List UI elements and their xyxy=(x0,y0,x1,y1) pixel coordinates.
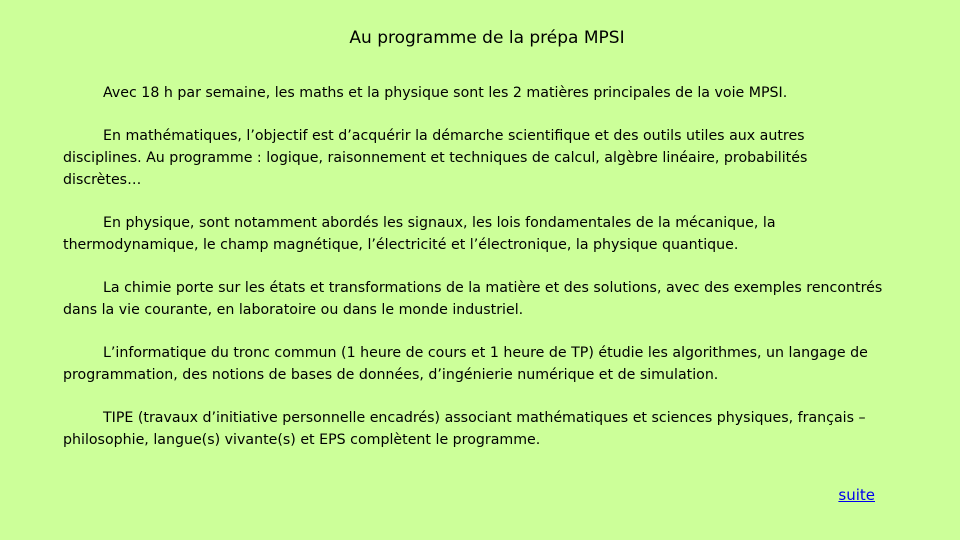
next-link[interactable]: suite xyxy=(838,486,875,504)
page-title: Au programme de la prépa MPSI xyxy=(349,28,625,48)
paragraph-chemistry: La chimie porte sur les états et transformations de la matière et des solutions, avec des exemples rencontrés dans la vie courante, en laboratoire ou dans le monde industriel. xyxy=(63,280,883,318)
body-text xyxy=(63,82,883,451)
paragraph-tipe: TIPE (travaux d’initiative personnelle encadrés) associant mathématiques et sciences physiques, français – philosophie, langue(s) vivante(s) et EPS complètent le programme. xyxy=(63,410,866,448)
paragraph-maths: En mathématiques, l’objectif est d’acquérir la démarche scientifique et des outils utiles aux autres disciplines. Au programme : logique, raisonnement et techniques de calcul, algèbre linéaire, probabilités discrètes… xyxy=(63,128,808,188)
paragraph-computing: L’informatique du tronc commun (1 heure de cours et 1 heure de TP) étudie les algorithmes, un langage de programmation, des notions de bases de données, d’ingénierie numérique et de simulation. xyxy=(63,345,868,383)
paragraph-physics: En physique, sont notamment abordés les signaux, les lois fondamentales de la mécanique, la thermodynamique, le champ magnétique, l’électricité et l’électronique, la physique quantique. xyxy=(63,215,776,253)
paragraph-hours: Avec 18 h par semaine, les maths et la physique sont les 2 matières principales de la voie MPSI. xyxy=(103,85,788,101)
